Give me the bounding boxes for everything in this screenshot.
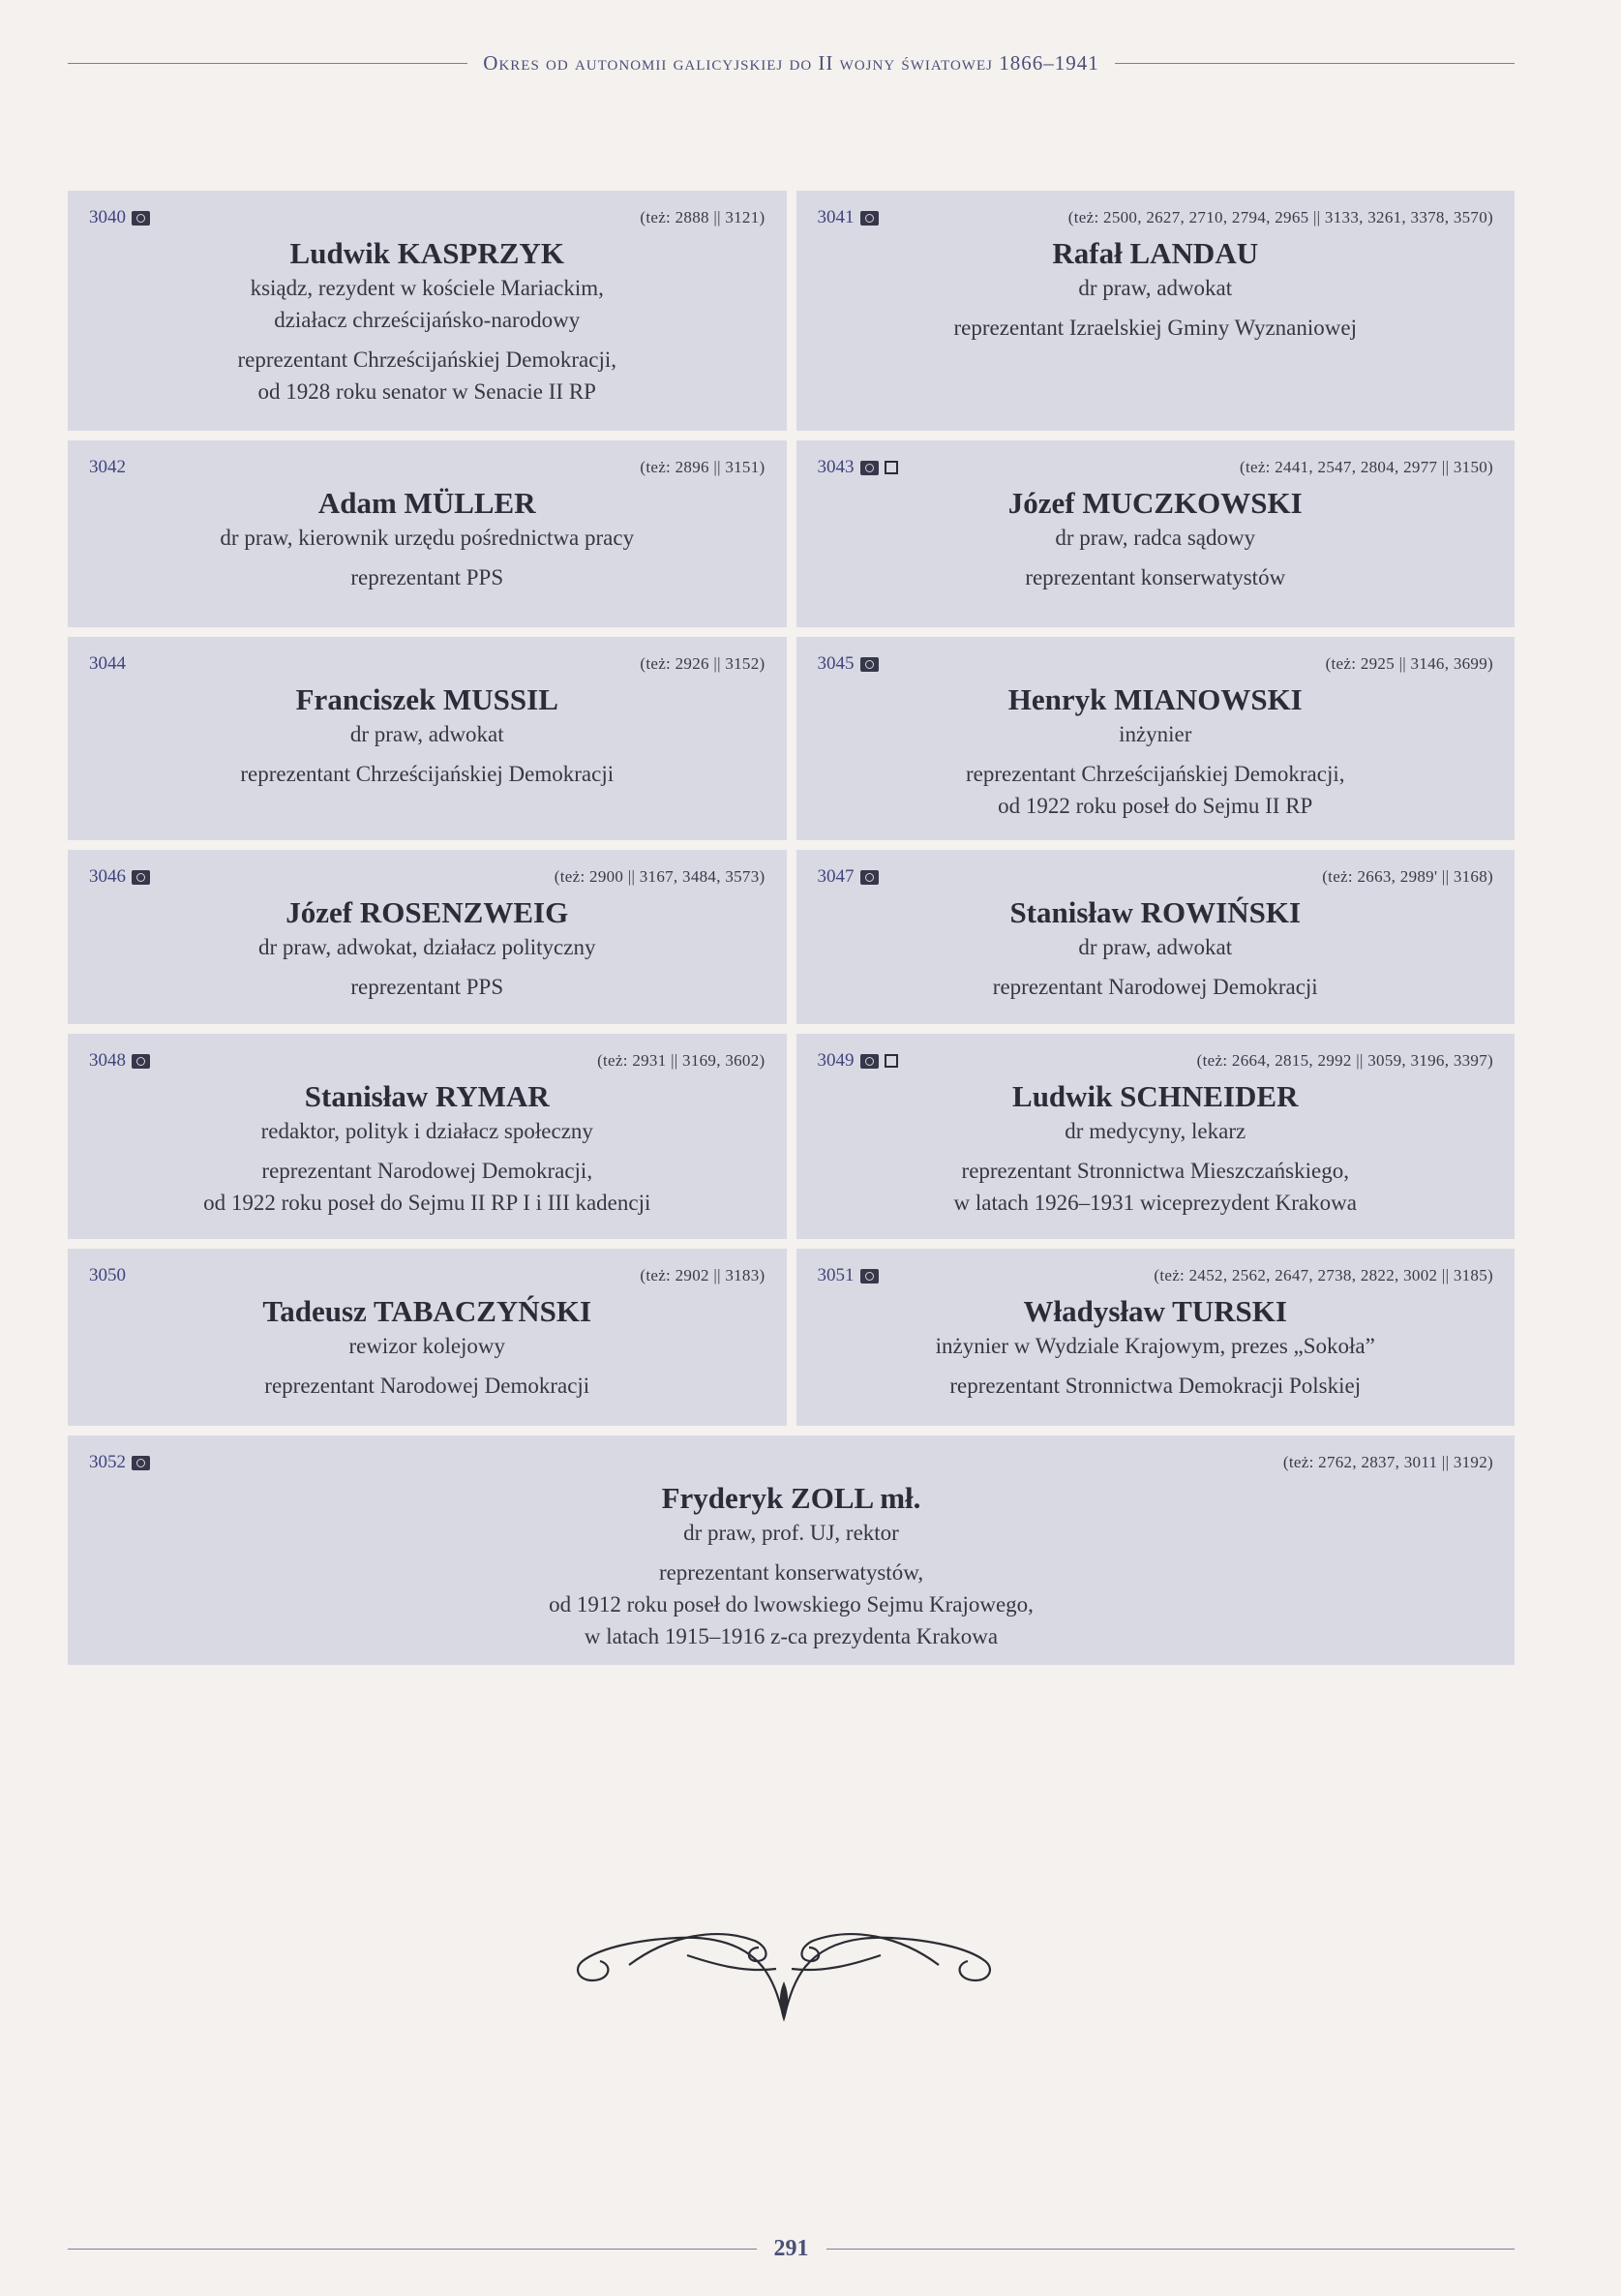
person-role: reprezentant konserwatystów bbox=[1025, 565, 1286, 589]
entry-number-group bbox=[89, 207, 150, 228]
entry-number: 3049 bbox=[817, 1050, 855, 1071]
entry-card bbox=[68, 850, 787, 1024]
entry-number: 3040 bbox=[89, 207, 126, 227]
person-name: Stanisław RYMAR bbox=[304, 1079, 550, 1113]
cross-reference: (też: 2452, 2562, 2647, 2738, 2822, 3002 || 3185) bbox=[1154, 1266, 1493, 1284]
person-name: Rafał LANDAU bbox=[1052, 236, 1259, 270]
entry-body bbox=[89, 1078, 765, 1219]
entries-row bbox=[68, 1034, 1515, 1239]
entry-number: 3044 bbox=[89, 653, 126, 674]
running-header bbox=[68, 48, 1515, 77]
document-square-icon bbox=[885, 461, 898, 474]
camera-icon bbox=[860, 1269, 879, 1284]
header-rule-left bbox=[68, 63, 467, 64]
person-description: działacz chrześcijańsko-narodowy bbox=[274, 308, 581, 332]
person-role: reprezentant konserwatystów, bbox=[658, 1560, 924, 1585]
cross-reference: (też: 2664, 2815, 2992 || 3059, 3196, 3397) bbox=[1196, 1051, 1493, 1070]
entry-card bbox=[796, 637, 1516, 840]
spacer bbox=[818, 1147, 1494, 1155]
footer-rule-left bbox=[68, 2249, 757, 2250]
person-description: dr praw, prof. UJ, rektor bbox=[683, 1521, 899, 1545]
spacer bbox=[89, 1362, 765, 1370]
entry-number-group bbox=[89, 457, 126, 478]
person-description: redaktor, polityk i działacz społeczny bbox=[260, 1119, 593, 1143]
entry-body bbox=[818, 894, 1494, 1003]
entry-number: 3045 bbox=[817, 653, 855, 674]
page-number: 291 bbox=[773, 2235, 809, 2261]
person-role: reprezentant Stronnictwa Demokracji Polskiej bbox=[949, 1374, 1362, 1398]
decorative-flourish-icon bbox=[571, 1897, 997, 2033]
footer-rule-right bbox=[826, 2249, 1516, 2250]
entry-number-group bbox=[818, 1265, 879, 1286]
document-square-icon bbox=[885, 1054, 898, 1068]
spacer bbox=[89, 1147, 765, 1155]
entry-card bbox=[68, 637, 787, 840]
entries-row bbox=[68, 1435, 1515, 1665]
person-description: dr medycyny, lekarz bbox=[1065, 1119, 1246, 1143]
entry-number: 3042 bbox=[89, 457, 126, 477]
person-role: reprezentant Stronnictwa Mieszczańskiego, bbox=[961, 1159, 1349, 1183]
entry-header bbox=[818, 454, 1494, 481]
cross-reference: (też: 2902 || 3183) bbox=[640, 1266, 765, 1284]
spacer bbox=[89, 336, 765, 344]
camera-icon bbox=[132, 1054, 150, 1069]
entry-number-group bbox=[818, 653, 879, 675]
person-description: inżynier bbox=[1119, 722, 1192, 746]
cross-reference: (też: 2441, 2547, 2804, 2977 || 3150) bbox=[1239, 458, 1493, 476]
person-role: od 1922 roku poseł do Sejmu II RP bbox=[998, 794, 1313, 818]
entry-number-group bbox=[818, 1050, 898, 1072]
person-role: od 1928 roku senator w Senacie II RP bbox=[257, 379, 596, 404]
entry-number: 3041 bbox=[817, 207, 855, 227]
entry-card bbox=[68, 191, 787, 431]
spacer bbox=[818, 304, 1494, 312]
entries-row bbox=[68, 1249, 1515, 1426]
entry-header bbox=[89, 204, 765, 231]
entries-row bbox=[68, 850, 1515, 1024]
entries-row bbox=[68, 191, 1515, 431]
entry-number-group bbox=[89, 1050, 150, 1072]
entry-number: 3051 bbox=[817, 1265, 855, 1285]
entry-number: 3048 bbox=[89, 1050, 126, 1071]
spacer bbox=[89, 554, 765, 561]
entry-body bbox=[818, 1078, 1494, 1219]
entry-number-group bbox=[818, 207, 879, 228]
person-name: Tadeusz TABACZYŃSKI bbox=[262, 1294, 592, 1328]
spacer bbox=[89, 963, 765, 971]
entry-card bbox=[796, 191, 1516, 431]
person-role: reprezentant Izraelskiej Gminy Wyznaniowej bbox=[953, 316, 1357, 340]
camera-icon bbox=[860, 1054, 879, 1069]
cross-reference: (też: 2925 || 3146, 3699) bbox=[1325, 654, 1493, 673]
spacer bbox=[818, 1362, 1494, 1370]
entry-body bbox=[89, 235, 765, 408]
person-description: dr praw, adwokat, działacz polityczny bbox=[258, 935, 596, 959]
entry-body bbox=[89, 894, 765, 1003]
person-name: Józef ROSENZWEIG bbox=[285, 895, 569, 929]
cross-reference: (też: 2500, 2627, 2710, 2794, 2965 || 3133, 3261, 3378, 3570) bbox=[1067, 208, 1493, 227]
person-description: dr praw, adwokat bbox=[1078, 935, 1233, 959]
entry-number-group bbox=[89, 653, 126, 675]
person-description: dr praw, adwokat bbox=[349, 722, 504, 746]
entry-header bbox=[89, 454, 765, 481]
cross-reference: (też: 2926 || 3152) bbox=[640, 654, 765, 673]
entry-header bbox=[818, 1047, 1494, 1074]
entry-body bbox=[818, 235, 1494, 344]
camera-icon bbox=[860, 461, 879, 475]
entry-header bbox=[89, 1262, 765, 1289]
entry-body bbox=[818, 681, 1494, 822]
person-name: Władysław TURSKI bbox=[1023, 1294, 1287, 1328]
person-name: Ludwik KASPRZYK bbox=[289, 236, 564, 270]
entry-header bbox=[818, 863, 1494, 891]
entry-number-group bbox=[89, 1452, 150, 1473]
entry-body bbox=[89, 681, 765, 790]
cross-reference: (też: 2663, 2989' || 3168) bbox=[1322, 867, 1493, 886]
entry-card bbox=[796, 850, 1516, 1024]
entry-number: 3047 bbox=[817, 866, 855, 887]
person-role: reprezentant Narodowej Demokracji bbox=[264, 1374, 590, 1398]
person-role: w latach 1915–1916 z-ca prezydenta Krakowa bbox=[584, 1624, 999, 1648]
camera-icon bbox=[860, 657, 879, 672]
entry-body bbox=[89, 1293, 765, 1402]
person-name: Adam MÜLLER bbox=[317, 486, 536, 520]
person-description: ksiądz, rezydent w kościele Mariackim, bbox=[250, 276, 604, 300]
camera-icon bbox=[860, 870, 879, 885]
spacer bbox=[89, 750, 765, 758]
spacer bbox=[818, 750, 1494, 758]
camera-icon bbox=[132, 1456, 150, 1470]
entries-row bbox=[68, 440, 1515, 627]
entry-card bbox=[796, 440, 1516, 627]
person-role: reprezentant Chrześcijańskiej Demokracji bbox=[240, 762, 615, 786]
camera-icon bbox=[132, 211, 150, 226]
entry-number-group bbox=[818, 457, 898, 478]
person-role: w latach 1926–1931 wiceprezydent Krakowa bbox=[953, 1191, 1357, 1215]
page-footer bbox=[68, 2234, 1515, 2263]
person-name: Józef MUCZKOWSKI bbox=[1007, 486, 1303, 520]
entry-card bbox=[796, 1034, 1516, 1239]
spacer bbox=[818, 963, 1494, 971]
entry-header bbox=[818, 204, 1494, 231]
entry-header bbox=[89, 650, 765, 678]
entry-number-group bbox=[89, 1265, 126, 1286]
entry-number-group bbox=[89, 866, 150, 888]
spacer bbox=[89, 1549, 1493, 1556]
person-role: reprezentant Chrześcijańskiej Demokracji, bbox=[966, 762, 1345, 786]
entry-card bbox=[68, 1435, 1515, 1665]
entry-number: 3052 bbox=[89, 1452, 126, 1472]
entry-card bbox=[68, 440, 787, 627]
person-role: reprezentant PPS bbox=[350, 975, 504, 999]
person-name: Franciszek MUSSIL bbox=[295, 682, 558, 716]
cross-reference: (też: 2900 || 3167, 3484, 3573) bbox=[554, 867, 765, 886]
entry-number: 3050 bbox=[89, 1265, 126, 1285]
entry-header bbox=[89, 863, 765, 891]
camera-icon bbox=[860, 211, 879, 226]
entry-card bbox=[796, 1249, 1516, 1426]
entry-card bbox=[68, 1034, 787, 1239]
entry-header bbox=[89, 1449, 1493, 1476]
person-description: inżynier w Wydziale Krajowym, prezes „Sokoła” bbox=[935, 1334, 1375, 1358]
entry-body bbox=[818, 1293, 1494, 1402]
person-description: rewizor kolejowy bbox=[348, 1334, 506, 1358]
person-role: reprezentant PPS bbox=[350, 565, 504, 589]
person-name: Ludwik SCHNEIDER bbox=[1012, 1079, 1299, 1113]
entry-number: 3046 bbox=[89, 866, 126, 887]
person-role: od 1912 roku poseł do lwowskiego Sejmu Krajowego, bbox=[549, 1592, 1034, 1616]
person-role: reprezentant Chrześcijańskiej Demokracji, bbox=[237, 347, 616, 372]
person-description: dr praw, kierownik urzędu pośrednictwa pracy bbox=[220, 526, 635, 550]
spacer bbox=[818, 554, 1494, 561]
camera-icon bbox=[132, 870, 150, 885]
person-role: od 1922 roku poseł do Sejmu II RP I i III kadencji bbox=[203, 1191, 651, 1215]
running-header-title: Okres od autonomii galicyjskiej do II wojny światowej 1866–1941 bbox=[483, 50, 1099, 75]
entry-number: 3043 bbox=[817, 457, 855, 477]
entry-header bbox=[89, 1047, 765, 1074]
cross-reference: (też: 2888 || 3121) bbox=[640, 208, 765, 227]
person-description: dr praw, radca sądowy bbox=[1055, 526, 1256, 550]
person-role: reprezentant Narodowej Demokracji bbox=[992, 975, 1318, 999]
cross-reference: (też: 2931 || 3169, 3602) bbox=[597, 1051, 765, 1070]
entry-card bbox=[68, 1249, 787, 1426]
entry-header bbox=[818, 1262, 1494, 1289]
header-rule-right bbox=[1115, 63, 1515, 64]
person-role: reprezentant Narodowej Demokracji, bbox=[261, 1159, 593, 1183]
entry-body bbox=[89, 1480, 1493, 1652]
entry-header bbox=[818, 650, 1494, 678]
cross-reference: (też: 2896 || 3151) bbox=[640, 458, 765, 476]
entries-grid bbox=[68, 191, 1515, 1675]
person-description: dr praw, adwokat bbox=[1078, 276, 1233, 300]
entry-body bbox=[89, 485, 765, 593]
entry-body bbox=[818, 485, 1494, 593]
person-name: Henryk MIANOWSKI bbox=[1007, 682, 1303, 716]
entries-row bbox=[68, 637, 1515, 840]
cross-reference: (też: 2762, 2837, 3011 || 3192) bbox=[1282, 1453, 1493, 1471]
entry-number-group bbox=[818, 866, 879, 888]
person-name: Stanisław ROWIŃSKI bbox=[1009, 895, 1302, 929]
person-name: Fryderyk ZOLL mł. bbox=[661, 1481, 921, 1515]
